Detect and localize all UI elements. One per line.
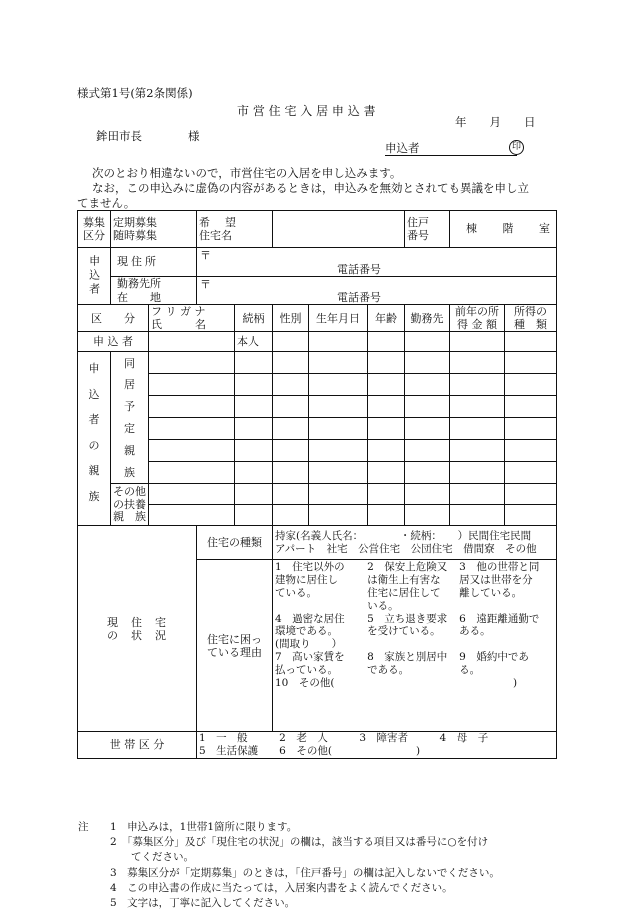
cohabit-label-char: 親: [111, 440, 149, 462]
housing-reason-options[interactable]: [273, 560, 557, 732]
reason-text: 1 住宅以外の: [275, 561, 345, 574]
cell[interactable]: [505, 418, 557, 440]
applicant-relation-cell: 本人: [235, 332, 273, 352]
relatives-side-label: 申 込 者 の 親 族: [78, 352, 111, 526]
income-header: 前年の所 得 金 額: [450, 305, 505, 332]
housing-type-row: [78, 526, 557, 560]
income-type-header: 所得の 種 類: [505, 305, 557, 332]
relative-row: [78, 462, 557, 484]
cell[interactable]: [368, 396, 405, 418]
cell[interactable]: [450, 440, 505, 462]
reason-text: ある。: [459, 625, 491, 638]
cell[interactable]: [405, 484, 450, 505]
reason-text: 建物に居住し: [275, 574, 338, 587]
cell[interactable]: [505, 484, 557, 505]
reason-text: 居又は世帯を分: [459, 574, 533, 587]
cell[interactable]: [505, 352, 557, 374]
form-title: 市 営 住 宅 入 居 申 込 書: [237, 104, 376, 118]
cell[interactable]: [405, 396, 450, 418]
reason-line: [275, 600, 554, 613]
cell[interactable]: [309, 418, 368, 440]
cell[interactable]: [368, 418, 405, 440]
recruitment-row: [78, 211, 557, 248]
reason-text: [459, 638, 554, 651]
cell[interactable]: [273, 396, 309, 418]
cohabit-label-char: 定: [111, 418, 149, 440]
applicant-name-cell[interactable]: [149, 332, 235, 352]
reason-other[interactable]: 10 その他( ): [275, 676, 518, 689]
reason-text: いる。: [367, 599, 399, 612]
building-label: 棟: [466, 222, 478, 236]
cell[interactable]: [368, 374, 405, 396]
cell[interactable]: [368, 505, 405, 526]
category-header: 区 分: [78, 305, 149, 332]
cell[interactable]: [368, 484, 405, 505]
cell[interactable]: [309, 374, 368, 396]
applicant-person-row: [78, 332, 557, 352]
cell[interactable]: [273, 505, 309, 526]
birthdate-header: 生年月日: [309, 305, 368, 332]
housing-type-options[interactable]: 持家(名義人氏名： ・続柄： ）民間住宅民間 アパート 社宅 公営住宅 公団住宅 借間寮 その他: [273, 526, 557, 560]
reason-text: 5 立ち退き要求: [367, 612, 448, 625]
workplace-row: [78, 277, 557, 305]
seal-mark: 印: [509, 140, 524, 155]
cell[interactable]: [273, 484, 309, 505]
notes-section: [78, 820, 500, 911]
cell[interactable]: [450, 352, 505, 374]
cell[interactable]: [368, 462, 405, 484]
cell[interactable]: [505, 462, 557, 484]
cell[interactable]: [149, 484, 235, 505]
cell[interactable]: [505, 374, 557, 396]
reason-text: 環境である。: [275, 625, 338, 638]
note-item: 2 「募集区分」及び「現住宅の状況」の欄は，該当する項目又は番号に○を付け: [110, 836, 489, 849]
cell[interactable]: [149, 396, 235, 418]
reason-text: る。: [459, 663, 481, 676]
header-row: [78, 305, 557, 332]
relative-row: [78, 352, 557, 374]
reason-line: [275, 561, 554, 574]
reason-line: [275, 587, 554, 600]
reason-text: 8 家族と別居中: [367, 650, 448, 663]
cell[interactable]: [235, 374, 273, 396]
current-housing-label: 現 住 宅 の 状 況: [78, 526, 197, 732]
application-table: [77, 210, 557, 759]
housing-reason-label: 住宅に困っ ている理由: [197, 560, 273, 732]
reason-text: 7 高い家賃を: [275, 650, 345, 663]
reason-line: [275, 664, 554, 677]
employer-header: 勤務先: [405, 305, 450, 332]
cell[interactable]: [450, 462, 505, 484]
cell[interactable]: [450, 396, 505, 418]
reason-line: [275, 625, 554, 638]
current-address-field[interactable]: [197, 248, 557, 277]
age-header: 年齢: [368, 305, 405, 332]
cell[interactable]: [309, 462, 368, 484]
note-item: てください。: [110, 851, 194, 864]
cell[interactable]: [235, 484, 273, 505]
cell[interactable]: [309, 352, 368, 374]
tel-label: 電話番号: [337, 263, 381, 276]
cell[interactable]: [405, 462, 450, 484]
cell[interactable]: [505, 440, 557, 462]
date-field[interactable]: 年 月 日: [455, 115, 536, 129]
cell[interactable]: [309, 396, 368, 418]
relative-row: [78, 374, 557, 396]
reason-text: [275, 600, 367, 613]
form-number: 様式第1号(第2条関係): [77, 86, 193, 100]
cell[interactable]: [405, 440, 450, 462]
cell[interactable]: [235, 462, 273, 484]
cell[interactable]: [149, 505, 235, 526]
cell[interactable]: [273, 462, 309, 484]
desired-housing-label: 希 望 住宅名: [197, 211, 273, 248]
reason-line: [275, 638, 554, 651]
cell[interactable]: [273, 374, 309, 396]
cell[interactable]: [405, 332, 450, 352]
reason-line: [275, 651, 554, 664]
reason-text: は衛生上有害な: [367, 574, 441, 587]
reason-text: 4 過密な居住: [275, 612, 345, 625]
cohabit-label-char: 族: [111, 462, 149, 484]
applicant-address-row: [78, 248, 557, 277]
cell[interactable]: [273, 440, 309, 462]
cell[interactable]: [309, 440, 368, 462]
reason-text: [367, 638, 459, 651]
workplace-label: 勤務先所 在 地: [111, 277, 197, 305]
cell[interactable]: [235, 418, 273, 440]
applicant-line[interactable]: [385, 141, 517, 156]
relation-header: 続柄: [235, 305, 273, 332]
reason-text: 払っている。: [275, 663, 338, 676]
reason-text: 2 保安上危険又: [367, 561, 448, 574]
intro-line-3: てません。: [77, 196, 136, 210]
cell[interactable]: [405, 352, 450, 374]
cell[interactable]: [309, 484, 368, 505]
reason-text: ている。: [275, 586, 317, 599]
relative-row: [78, 484, 557, 505]
cell[interactable]: [450, 484, 505, 505]
cell[interactable]: [309, 332, 368, 352]
intro-line-2: なお，この申込みに虚偽の内容があるときは，申込みを無効とされても異議を申し立: [92, 181, 529, 195]
unit-number-label: 住戸 番号: [405, 211, 450, 248]
cell[interactable]: [405, 418, 450, 440]
cell[interactable]: [309, 505, 368, 526]
cohabit-label-char: 居: [111, 374, 149, 396]
intro-line-1: 次のとおり相違ないので，市営住宅の入居を申し込みます。: [92, 166, 402, 180]
cell[interactable]: [149, 418, 235, 440]
relative-row: [78, 396, 557, 418]
cell[interactable]: [505, 332, 557, 352]
cell[interactable]: [505, 505, 557, 526]
cell[interactable]: [235, 505, 273, 526]
reason-line: [275, 613, 554, 626]
household-label: 世 帯 区 分: [78, 732, 197, 758]
floor-label: 階: [502, 222, 514, 236]
note-item: 1 申込みは，1世帯1箇所に限ります。: [110, 821, 298, 833]
cohabit-label-char: 予: [111, 396, 149, 418]
recruitment-options[interactable]: 定期募集 随時募集: [111, 211, 197, 248]
cohabit-label-char: 同: [111, 352, 149, 374]
household-row: [78, 732, 557, 758]
note-item: 4 この申込書の作成に当たっては，入居案内書をよく読んでください。: [110, 881, 453, 894]
cell[interactable]: [450, 505, 505, 526]
reason-grid[interactable]: [275, 561, 554, 676]
reason-text: 離している。: [459, 586, 523, 599]
cell[interactable]: [149, 462, 235, 484]
cell[interactable]: [405, 505, 450, 526]
cell[interactable]: [405, 374, 450, 396]
notes-label: 注: [78, 821, 89, 833]
cell[interactable]: [368, 332, 405, 352]
cell[interactable]: [450, 332, 505, 352]
applicant-label: 申込者: [385, 141, 420, 155]
reason-text: 3 他の世帯と同: [459, 561, 540, 574]
dependents-label: その他 の扶養 親 族: [111, 484, 149, 526]
cell[interactable]: [235, 352, 273, 374]
reason-line: [275, 574, 554, 587]
reason-text: [459, 600, 554, 613]
cell[interactable]: [235, 396, 273, 418]
applicant-row-label: 申 込 者: [78, 332, 149, 352]
recruitment-type-label: 募集区分: [78, 211, 111, 248]
cell[interactable]: [273, 352, 309, 374]
sex-header: 性別: [273, 305, 309, 332]
postal-mark: 〒: [200, 249, 211, 262]
cell[interactable]: [273, 418, 309, 440]
note-item: 5 文字は，丁寧に記入してください。: [110, 897, 296, 910]
reason-text: を受けている。: [367, 625, 441, 638]
room-label: 室: [539, 222, 551, 236]
cell[interactable]: [368, 352, 405, 374]
cell[interactable]: [273, 332, 309, 352]
workplace-field[interactable]: [197, 277, 557, 305]
cell[interactable]: [149, 374, 235, 396]
relative-row: [78, 418, 557, 440]
cell[interactable]: [368, 440, 405, 462]
cell[interactable]: [235, 440, 273, 462]
household-options[interactable]: 1 一 般 2 老 人 3 障害者 4 母 子 5 生活保護 6 その他( ): [197, 732, 557, 758]
housing-type-label: 住宅の種類: [197, 526, 273, 560]
reason-text: である。: [367, 663, 410, 676]
relative-row: [78, 505, 557, 526]
desired-housing-value[interactable]: [273, 211, 405, 248]
reason-text: 6 遠距離通勤で: [459, 612, 540, 625]
cell[interactable]: [149, 352, 235, 374]
name-header: フ リ ガ ナ 氏 名: [149, 305, 235, 332]
applicant-label: 申込者: [78, 248, 111, 305]
addressee: 鉾田市長 様: [96, 129, 200, 143]
tel-label: 電話番号: [337, 291, 381, 304]
note-item: 3 募集区分が「定期募集」のときは，「住戸番号」の欄は記入しないでください。: [110, 866, 500, 879]
cell[interactable]: [505, 396, 557, 418]
reason-text: 9 婚約中であ: [459, 650, 529, 663]
relative-row: [78, 440, 557, 462]
current-address-label: 現住所: [111, 248, 197, 277]
reason-text: 住宅に居住して: [367, 586, 441, 599]
cell[interactable]: [149, 440, 235, 462]
cell[interactable]: [450, 374, 505, 396]
reason-text: (間取り ）: [275, 638, 343, 651]
cell[interactable]: [450, 418, 505, 440]
postal-mark: 〒: [200, 278, 211, 291]
unit-number-value[interactable]: [450, 211, 557, 248]
